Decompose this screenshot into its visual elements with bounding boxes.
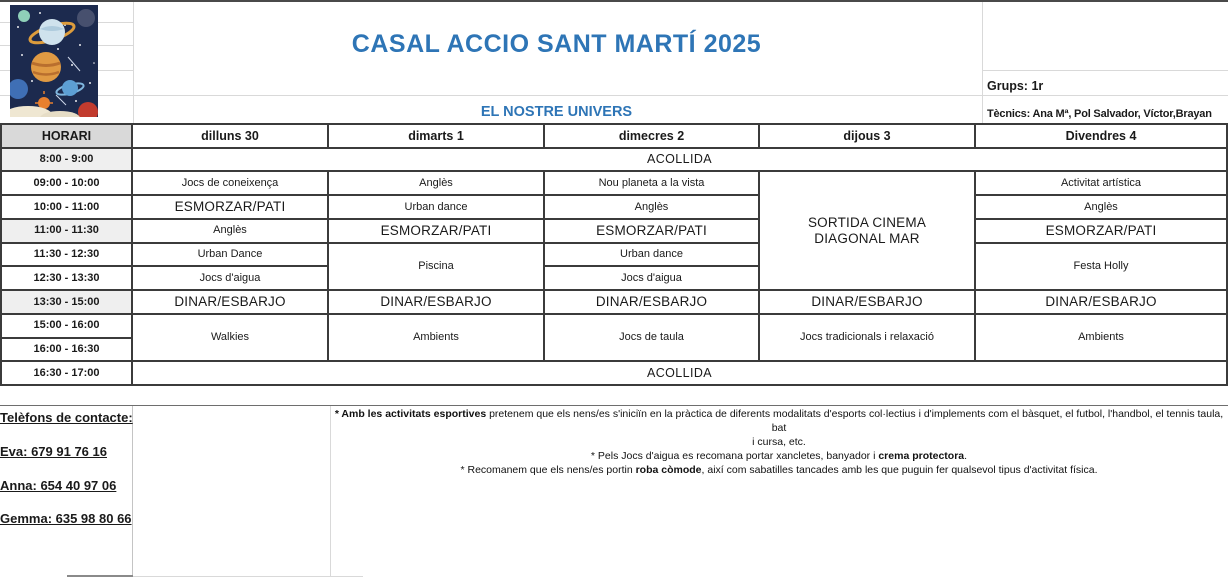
col-header-horari: HORARI [2, 125, 131, 147]
time-1130: 11:30 - 12:30 [2, 244, 131, 266]
cell-fri-1330: DINAR/ESBARJO [976, 291, 1226, 313]
col-header-tuesday: dimarts 1 [329, 125, 543, 147]
note-line-2: i cursa, etc. [752, 436, 806, 448]
time-1600: 16:00 - 16:30 [2, 339, 131, 361]
cell-wed-1100: ESMORZAR/PATI [545, 220, 758, 242]
cell-tue-0900: Anglès [329, 172, 543, 194]
time-1630: 16:30 - 17:00 [2, 362, 131, 384]
bottom-gridline [67, 575, 133, 577]
contacts-title: Telèfons de contacte: [0, 410, 133, 425]
cell-mon-1000: ESMORZAR/PATI [133, 196, 327, 218]
time-1000: 10:00 - 11:00 [2, 196, 131, 218]
cell-fri-1500: Ambients [976, 315, 1226, 360]
cell-tue-1000: Urban dance [329, 196, 543, 218]
cell-tue-1500: Ambients [329, 315, 543, 360]
cell-thu-1500: Jocs tradicionals i relaxació [760, 315, 974, 360]
cell-mon-1230: Jocs d'aigua [133, 267, 327, 289]
cell-tue-1330: DINAR/ESBARJO [329, 291, 543, 313]
gridline [0, 95, 1228, 96]
contact-phone-eva: Eva: 679 91 76 16 [0, 444, 107, 459]
cell-fri-1100: ESMORZAR/PATI [976, 220, 1226, 242]
cell-mon-0900: Jocs de coneixença [133, 172, 327, 194]
cell-tue-1130: Piscina [329, 244, 543, 289]
col-header-friday: Divendres 4 [976, 125, 1226, 147]
time-1500: 15:00 - 16:00 [2, 315, 131, 337]
cell-fri-1000: Anglès [976, 196, 1226, 218]
cell-wed-1230: Jocs d'aigua [545, 267, 758, 289]
space-clipart [10, 5, 98, 117]
col-header-monday: dilluns 30 [133, 125, 327, 147]
technicians-label: Tècnics: Ana Mª, Pol Salvador, Víctor,Brayan [987, 108, 1212, 120]
gridline [132, 406, 133, 576]
cell-fri-0900: Activitat artística [976, 172, 1226, 194]
note-line-1: * Amb les activitats esportives pretenem que els nens/es s'iniciïn en la pràctica de diferents modalitats d'esports col·lectius i d'implements com el bàsquet, el futbol, l'handbol, el tennis taula, bat [334, 408, 1224, 434]
cell-wed-1130: Urban dance [545, 244, 758, 266]
cell-fri-1130: Festa Holly [976, 244, 1226, 289]
cell-thu-outing: SORTIDA CINEMA DIAGONAL MAR [760, 172, 974, 289]
cell-mon-1130: Urban Dance [133, 244, 327, 266]
cell-mon-1500: Walkies [133, 315, 327, 360]
cell-wed-0900: Nou planeta a la vista [545, 172, 758, 194]
note-line-3: * Pels Jocs d'aigua es recomana portar xancletes, banyador i crema protectora. [590, 450, 968, 462]
cell-wed-1500: Jocs de taula [545, 315, 758, 360]
schedule-table [0, 123, 1228, 386]
cell-wed-1330: DINAR/ESBARJO [545, 291, 758, 313]
col-header-wednesday: dimecres 2 [545, 125, 758, 147]
groups-label: Grups: 1r [987, 79, 1044, 93]
note-line-4: * Recomanem que els nens/es portin roba còmode, així com sabatilles tancades amb les que puguin fer qualsevol tipus d'activitat física. [460, 464, 1098, 476]
cell-mon-1100: Anglès [133, 220, 327, 242]
gridline [982, 70, 1228, 71]
cell-acollida-morning: ACOLLIDA [133, 149, 1226, 171]
section-divider [0, 405, 1228, 406]
gridline [330, 406, 331, 576]
time-1330: 13:30 - 15:00 [2, 291, 131, 313]
theme-subtitle: EL NOSTRE UNIVERS [480, 104, 633, 120]
top-border [0, 0, 1228, 2]
time-1230: 12:30 - 13:30 [2, 267, 131, 289]
cell-tue-1100: ESMORZAR/PATI [329, 220, 543, 242]
time-1100: 11:00 - 11:30 [2, 220, 131, 242]
gridline [133, 576, 363, 577]
col-header-thursday: dijous 3 [760, 125, 974, 147]
gridline [982, 0, 983, 123]
time-0800: 8:00 - 9:00 [2, 149, 131, 171]
notes-block [332, 407, 1226, 477]
contact-phone-gemma: Gemma: 635 98 80 66 [0, 511, 132, 526]
cell-wed-1000: Anglès [545, 196, 758, 218]
cell-acollida-evening: ACOLLIDA [133, 362, 1226, 384]
page-title: CASAL ACCIO SANT MARTÍ 2025 [351, 30, 762, 58]
time-0900: 09:00 - 10:00 [2, 172, 131, 194]
contact-phone-anna: Anna: 654 40 97 06 [0, 478, 117, 493]
cell-thu-1330: DINAR/ESBARJO [760, 291, 974, 313]
cell-mon-1330: DINAR/ESBARJO [133, 291, 327, 313]
